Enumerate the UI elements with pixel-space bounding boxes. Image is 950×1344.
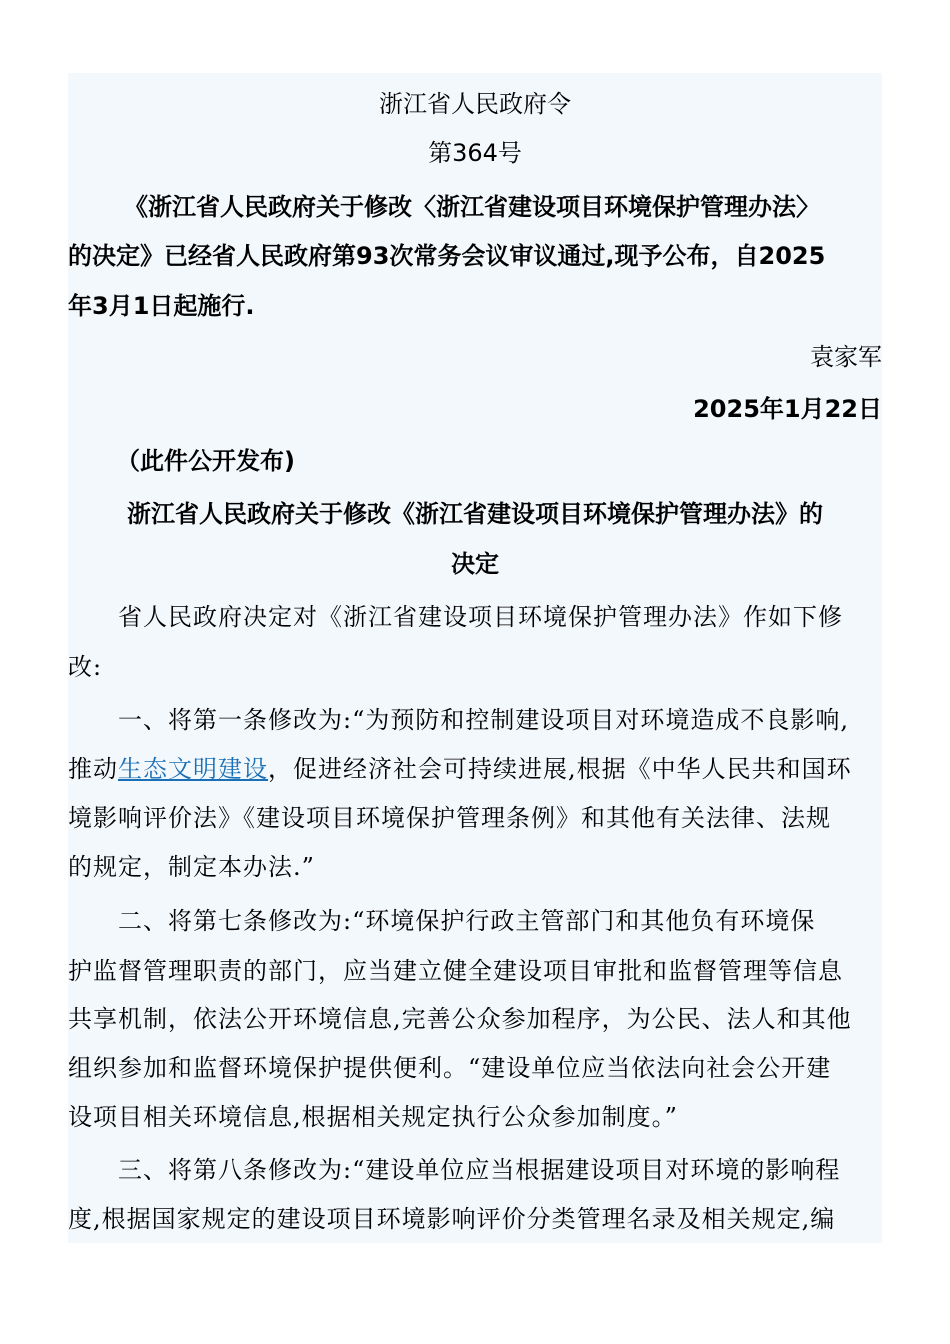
item2-line-5: 设项目相关环境信息,根据相关规定执行公众参加制度。” xyxy=(68,1103,678,1131)
item1-line-4: 的规定，制定本办法.” xyxy=(68,853,315,881)
document-header-title: 浙江省人民政府令 xyxy=(379,90,571,118)
decision-title-line-1: 浙江省人民政府关于修改《浙江省建设项目环境保护管理办法》的 xyxy=(127,500,823,528)
signatory: 袁家军 xyxy=(810,343,882,371)
preamble-line-3: 年3月1日起施行. xyxy=(68,292,255,320)
item2-line-3: 共享机制，依法公开环境信息,完善公众参加程序，为公民、法人和其他 xyxy=(68,1005,852,1033)
item1-line-3: 境影响评价法》《建设项目环境保护管理条例》和其他有关法律、法规 xyxy=(68,804,831,832)
item3-line-1: 三、将第八条修改为:“建设单位应当根据建设项目对环境的影响程 xyxy=(118,1156,841,1184)
decision-title-line-2: 决定 xyxy=(451,550,499,578)
item2-line-4: 组织参加和监督环境保护提供便利。“建设单位应当依法向社会公开建 xyxy=(68,1054,832,1082)
order-number: 第364号 xyxy=(428,139,522,167)
item1-line-2-end: ，促进经济社会可持续进展,根据《中华人民共和国环 xyxy=(268,755,852,783)
document-page xyxy=(68,73,882,1243)
item3-line-2: 度,根据国家规定的建设项目环境影响评价分类管理名录及相关规定,编 xyxy=(68,1205,836,1233)
intro-line-2: 改: xyxy=(68,653,103,681)
item2-line-1: 二、将第七条修改为:“环境保护行政主管部门和其他负有环境保 xyxy=(118,907,816,935)
intro-line-1: 省人民政府决定对《浙江省建设项目环境保护管理办法》作如下修 xyxy=(118,603,843,631)
item1-line-1: 一、将第一条修改为:“为预防和控制建设项目对环境造成不良影响, xyxy=(118,706,849,734)
item1-line-2-start: 推动 xyxy=(68,755,118,783)
preamble-line-1: 《浙江省人民政府关于修改〈浙江省建设项目环境保护管理办法〉 xyxy=(124,193,820,221)
signed-date: 2025年1月22日 xyxy=(693,395,882,423)
preamble-line-2: 的决定》已经省人民政府第93次常务会议审议通过,现予公布，自2025 xyxy=(68,242,826,270)
ecological-civilization-link[interactable]: 生态文明建设 xyxy=(118,755,268,783)
publish-note: （此件公开发布) xyxy=(116,447,295,475)
item1-line-2 xyxy=(68,746,882,792)
item2-line-2: 护监督管理职责的部门，应当建立健全建设项目审批和监督管理等信息 xyxy=(68,957,843,985)
